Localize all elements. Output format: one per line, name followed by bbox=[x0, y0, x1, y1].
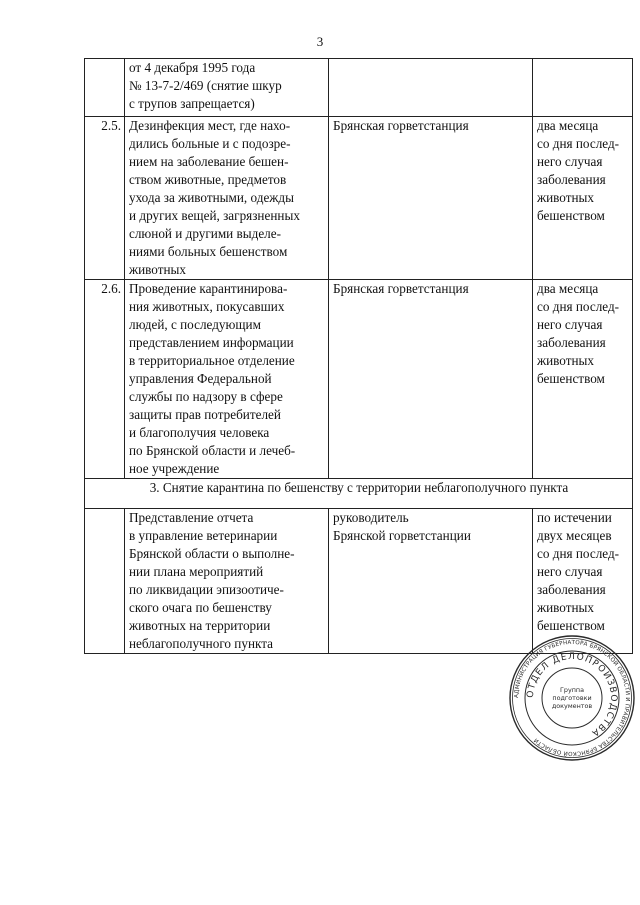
stamp-outer-text: АДМИНИСТРАЦИЯ ГУБЕРНАТОРА БРЯНСКОЙ ОБЛАСТИ И ПРАВИТЕЛЬСТВА БРЯНСКОЙ ОБЛАСТИ bbox=[513, 639, 631, 757]
official-seal-stamp bbox=[508, 634, 636, 762]
stamp-center-line: документов bbox=[551, 702, 593, 710]
executor-cell: Брянская горветстанция bbox=[329, 280, 533, 479]
action-cell: Проведение карантинирова- ния животных, покусавших людей, с последующим представлением информации в территориальное отделение управления Федеральной службы по надзору в сфере защиты прав потребителей и благополучия человека по Брянской области и лечеб- ное учреждение bbox=[125, 280, 329, 479]
row-number bbox=[85, 509, 125, 654]
measures-table bbox=[84, 58, 633, 654]
deadline-cell: два месяца со дня послед- него случая заболевания животных бешенством bbox=[533, 280, 633, 479]
stamp-center-line: подготовки bbox=[552, 694, 592, 702]
row-number bbox=[85, 59, 125, 117]
section-header-row bbox=[85, 479, 633, 509]
executor-cell: Брянская горветстанция bbox=[329, 117, 533, 280]
table-row bbox=[85, 280, 633, 479]
table-row bbox=[85, 59, 633, 117]
executor-cell bbox=[329, 59, 533, 117]
section-title: 3. Снятие карантина по бешенству с территории неблагополучного пункта bbox=[85, 479, 633, 509]
stamp-center-line: Группа bbox=[559, 686, 585, 694]
action-cell: Дезинфекция мест, где нахо- дились больные и с подозре- нием на заболевание бешен- ством животные, предметов ухода за животными, одежды и других вещей, загрязненных слюной и другими выделе- ниями больных бешенством животных bbox=[125, 117, 329, 280]
action-cell: от 4 декабря 1995 года № 13-7-2/469 (снятие шкур с трупов запрещается) bbox=[125, 59, 329, 117]
row-number: 2.5. bbox=[85, 117, 125, 280]
deadline-cell: два месяца со дня послед- него случая заболевания животных бешенством bbox=[533, 117, 633, 280]
deadline-cell bbox=[533, 59, 633, 117]
executor-cell: руководитель Брянской горветстанции bbox=[329, 509, 533, 654]
table-row bbox=[85, 117, 633, 280]
stamp-inner-text: ОТДЕЛ ДЕЛОПРОИЗВОДСТВА bbox=[525, 651, 619, 739]
table-row bbox=[85, 509, 633, 654]
deadline-cell: по истечении двух месяцев со дня послед- него случая заболевания животных бешенством bbox=[533, 509, 633, 654]
page-number: 3 bbox=[316, 34, 324, 49]
row-number: 2.6. bbox=[85, 280, 125, 479]
action-cell: Представление отчета в управление ветеринарии Брянской области о выполне- нии плана мероприятий по ликвидации эпизоотиче- ского очага по бешенству животных на территории неблагополучного пункта bbox=[125, 509, 329, 654]
